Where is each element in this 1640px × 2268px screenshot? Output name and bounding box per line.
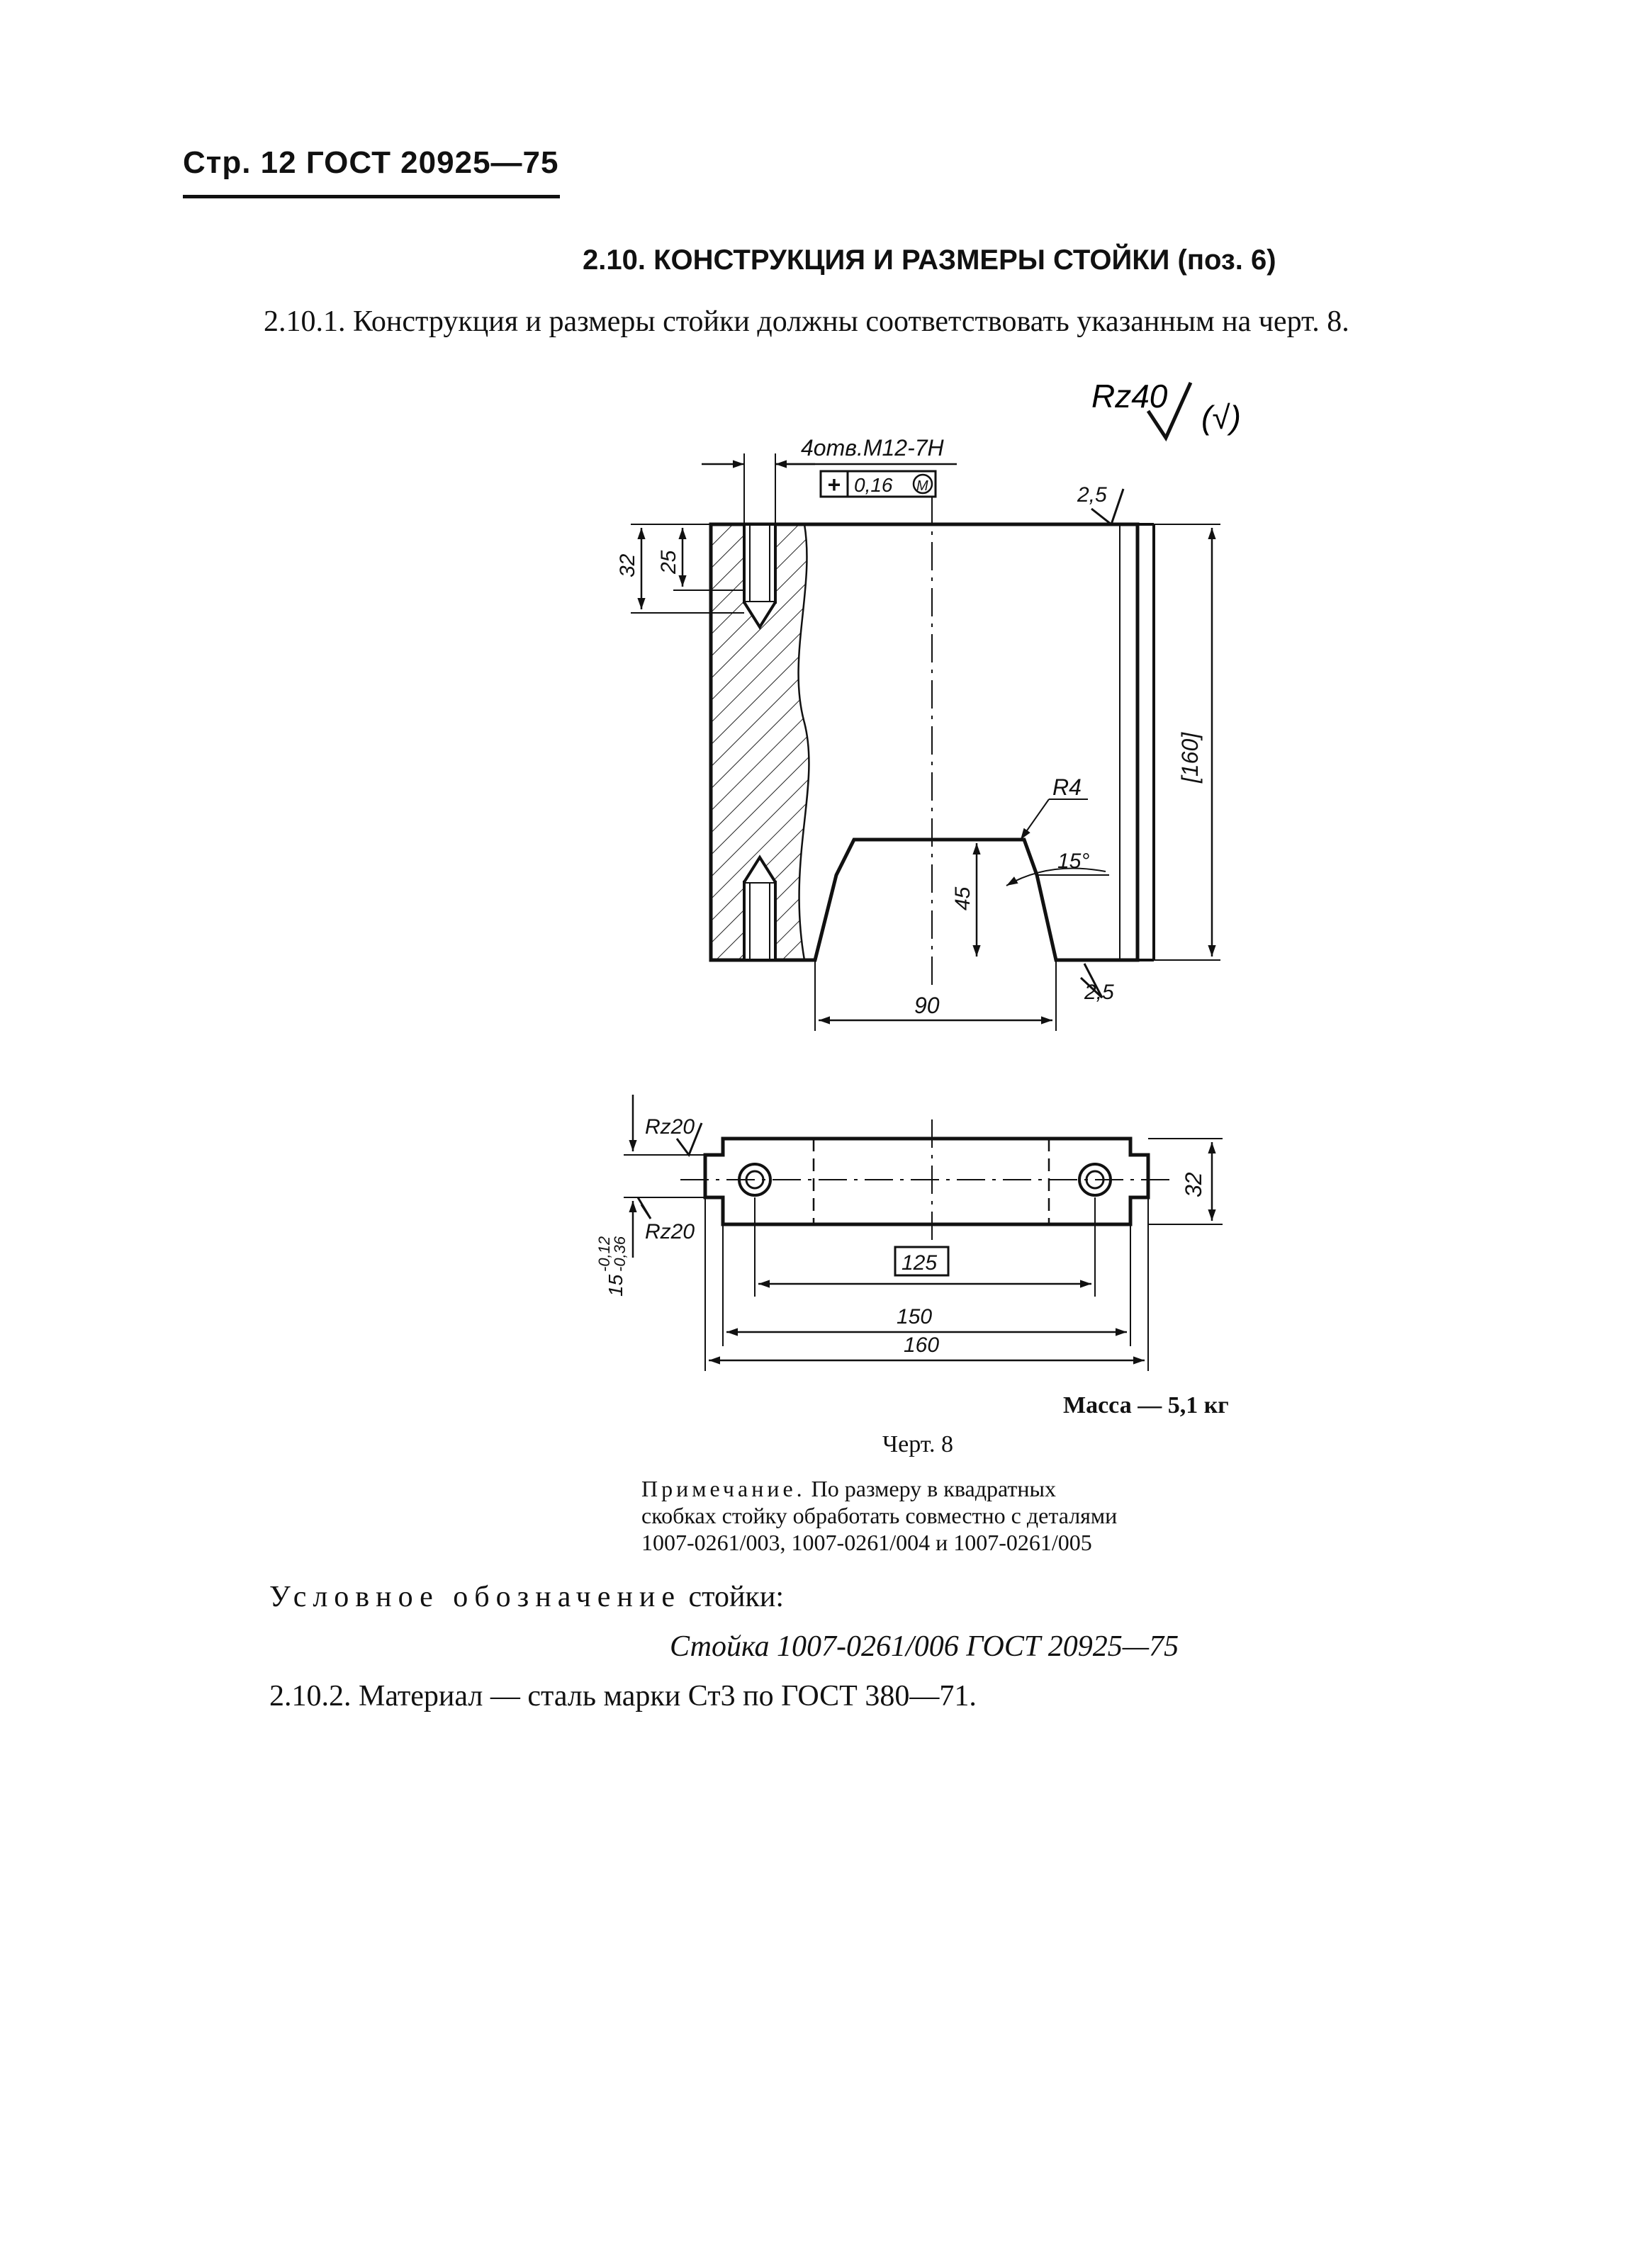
designation-label-spaced: Условное обозначение xyxy=(269,1581,682,1613)
plan-tol-lower: -0,36 xyxy=(611,1236,629,1272)
thread-hole-top xyxy=(744,524,775,602)
figure-note xyxy=(641,1475,1117,1556)
dim-15deg-label: 15° xyxy=(1057,850,1090,873)
figure-caption: Черт. 8 xyxy=(882,1431,954,1457)
designation-value: Стойка 1007-0261/006 ГОСТ 20925—75 xyxy=(670,1630,1179,1663)
roughness-2-5-bottom: 2,5 xyxy=(1084,981,1114,1004)
note-label: Примечание. xyxy=(641,1476,806,1501)
plan-dimensions xyxy=(595,1095,1223,1371)
tol-modifier: М xyxy=(916,478,928,494)
dim-160-bracket: [160] xyxy=(1177,732,1203,783)
thread-callout: 4отв.М12-7Н xyxy=(801,435,944,461)
plan-tol-upper: -0,12 xyxy=(595,1236,613,1272)
mass-label: Масса — 5,1 кг xyxy=(1063,1392,1229,1418)
tol-symbol: + xyxy=(827,472,841,497)
roughness-general-mark xyxy=(1091,378,1241,438)
note-line-2: скобках стойку обработать совместно с деталями xyxy=(641,1503,1118,1528)
paragraph-2-10-2: 2.10.2. Материал — сталь марки Ст3 по ГОСТ 380—71. xyxy=(269,1680,977,1713)
plan-dim-150: 150 xyxy=(897,1305,933,1328)
dim-45-label: 45 xyxy=(951,886,975,910)
plan-dim-32: 32 xyxy=(1181,1172,1206,1197)
note-line-1 xyxy=(641,1475,1117,1502)
thread-hole-bottom xyxy=(744,882,775,960)
designation-label xyxy=(269,1580,784,1614)
roughness-rz40-label: Rz40 xyxy=(1091,378,1168,414)
page-header: Стр. 12 ГОСТ 20925—75 xyxy=(183,145,559,180)
plan-tol-main: 15 xyxy=(605,1274,627,1297)
roughness-paren-label: (√) xyxy=(1201,399,1241,436)
dim-r4-label: R4 xyxy=(1052,774,1082,800)
dim-90-label: 90 xyxy=(914,993,940,1018)
plan-dim-125: 125 xyxy=(902,1251,938,1275)
section-title: 2.10. КОНСТРУКЦИЯ И РАЗМЕРЫ СТОЙКИ (поз. 6) xyxy=(583,244,1276,276)
front-view xyxy=(711,496,1154,988)
plan-dim-160: 160 xyxy=(904,1333,940,1357)
paragraph-2-10-1: 2.10.1. Конструкция и размеры стойки должны соответствовать указанным на черт. 8. xyxy=(264,305,1349,338)
plan-rz20-top: Rz20 xyxy=(645,1115,695,1139)
dim-32-label: 32 xyxy=(616,553,639,577)
designation-label-rest: стойки: xyxy=(681,1581,784,1613)
roughness-2-5-top: 2,5 xyxy=(1077,483,1107,507)
note-line-3: 1007-0261/003, 1007-0261/004 и 1007-0261/005 xyxy=(641,1530,1092,1555)
tol-value: 0,16 xyxy=(854,474,893,496)
plan-rz20-bottom: Rz20 xyxy=(645,1220,695,1243)
dim-25-label: 25 xyxy=(657,550,680,574)
note-line-1-rest: По размеру в квадратных xyxy=(805,1476,1056,1501)
